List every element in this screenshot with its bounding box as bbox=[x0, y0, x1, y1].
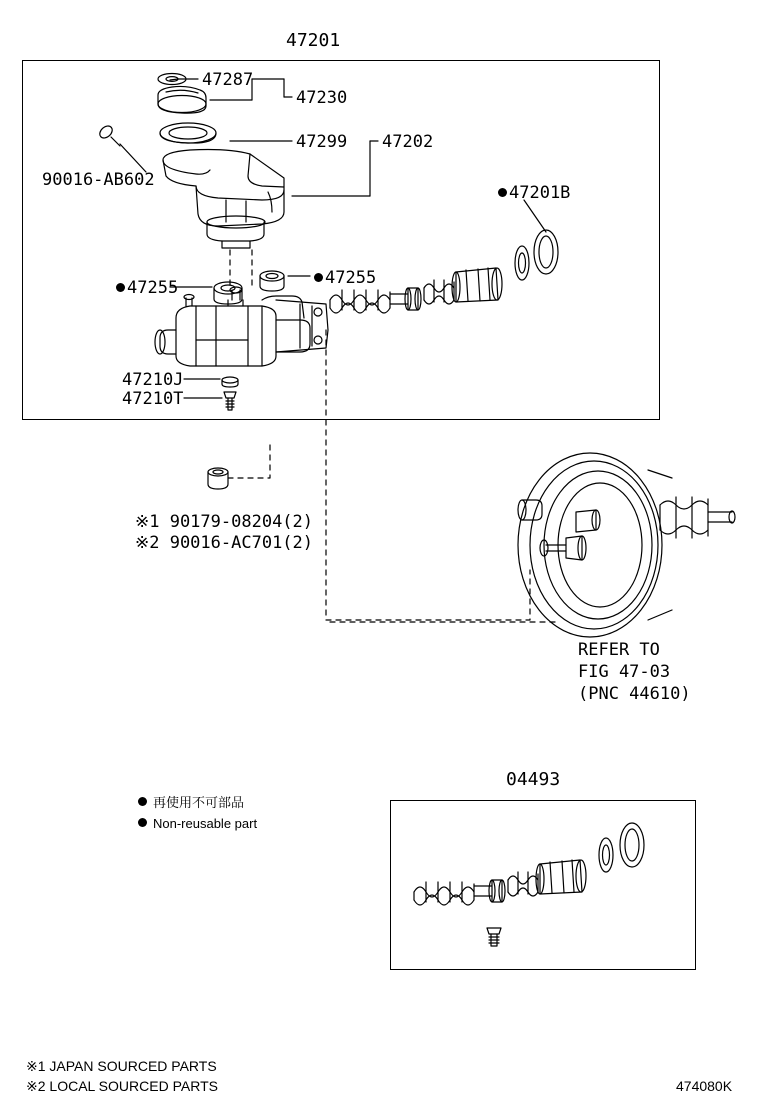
dashed-leader-notes bbox=[228, 440, 270, 478]
callout-47210j: 47210J bbox=[122, 370, 184, 390]
non-reusable-dot-icon bbox=[138, 797, 147, 806]
non-reusable-dot-icon bbox=[314, 273, 323, 282]
legend-non-reusable-jp bbox=[138, 792, 245, 811]
callout-90016-ab602: 90016-AB602 bbox=[42, 170, 155, 190]
footer-note-japan-sourced: ※1 JAPAN SOURCED PARTS bbox=[26, 1058, 217, 1074]
footer-diagram-code: 474080K bbox=[676, 1078, 733, 1094]
non-reusable-dot-icon bbox=[498, 188, 507, 197]
main-assembly-box bbox=[22, 60, 660, 420]
callout-47230: 47230 bbox=[296, 88, 348, 108]
callout-47255-right-label: 47255 bbox=[325, 268, 377, 288]
refer-to-line-2: FIG 47-03 bbox=[578, 662, 671, 682]
part-note-nut bbox=[208, 468, 228, 489]
callout-47201b bbox=[498, 183, 570, 203]
non-reusable-dot-icon bbox=[116, 283, 125, 292]
callout-47299: 47299 bbox=[296, 132, 348, 152]
refer-to-line-1: REFER TO bbox=[578, 640, 660, 660]
footer-note-local-sourced: ※2 LOCAL SOURCED PARTS bbox=[26, 1078, 218, 1094]
non-reusable-dot-icon bbox=[138, 818, 147, 827]
callout-47201b-label: 47201B bbox=[509, 183, 571, 203]
legend-non-reusable-en bbox=[138, 813, 258, 832]
refer-to-line-3: (PNC 44610) bbox=[578, 684, 691, 704]
note-90179-08204: ※1 90179-08204(2) bbox=[135, 512, 314, 532]
callout-47255-left bbox=[116, 278, 178, 298]
legend-jp-text: 再使用不可部品 bbox=[153, 795, 245, 810]
legend-en-text: Non-reusable part bbox=[153, 816, 258, 831]
callout-47255-left-label: 47255 bbox=[127, 278, 179, 298]
callout-47210t: 47210T bbox=[122, 389, 184, 409]
part-brake-booster bbox=[518, 453, 735, 637]
sub-assembly-box bbox=[390, 800, 696, 970]
sub-assembly-title: 04493 bbox=[506, 769, 561, 790]
note-90016-ac701: ※2 90016-AC701(2) bbox=[135, 533, 314, 553]
callout-47287: 47287 bbox=[202, 70, 254, 90]
callout-47202: 47202 bbox=[382, 132, 434, 152]
callout-47255-right bbox=[314, 268, 376, 288]
diagram-title: 47201 bbox=[286, 30, 341, 51]
